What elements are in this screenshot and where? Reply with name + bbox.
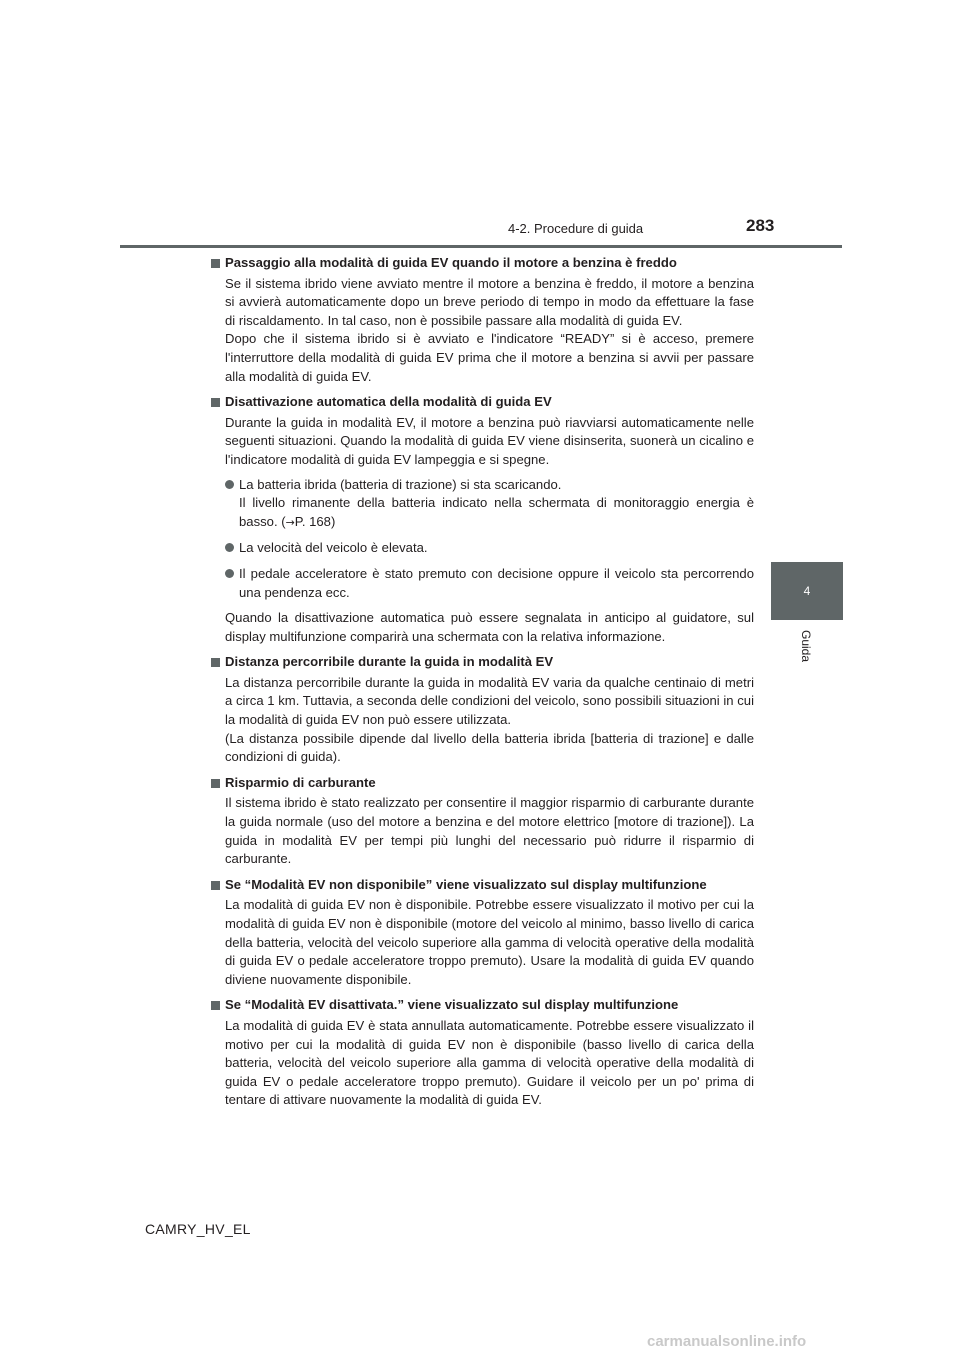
paragraph: Dopo che il sistema ibrido si è avviato e l'indicatore “READY” si è acceso, premere l'interruttore della modalità di guida EV prima che il motore a benzina si avvii per passare alla modalità di guida EV. <box>225 331 754 384</box>
circle-bullet-icon <box>225 569 234 578</box>
paragraph: La distanza percorribile durante la guida in modalità EV varia da qualche centinaio di metri a circa 1 km. Tuttavia, a seconda delle condizioni del veicolo, sono possibili situazioni in cui la modalità di guida EV non può essere utilizzata. <box>225 674 754 728</box>
paragraph: (La distanza possibile dipende dal livello della batteria ibrida [batteria di trazione] e dalle condizioni di guida). <box>225 730 754 765</box>
watermark: carmanualsonline.info <box>647 1333 807 1350</box>
paragraph: La modalità di guida EV è stata annullata automaticamente. Potrebbe essere visualizzato il motivo per cui la modalità di guida EV non è disponibile (basso livello di carica della batteria, velocità del veicolo superiore alla gamma di velocità operative della modalità di guida EV o pedale acceleratore troppo premuto). Guidare il veicolo per un po' prima di tentare di attivare nuovamente la modalità di guida EV. <box>225 1017 754 1108</box>
section-ev-distance <box>210 653 754 767</box>
bullet-list <box>210 476 754 603</box>
section-ev-deactivated <box>210 996 754 1110</box>
square-bullet-icon <box>211 259 220 268</box>
paragraph: Durante la guida in modalità EV, il motore a benzina può riavviarsi automaticamente nelle seguenti situazioni. Quando la modalità di guida EV viene disinserita, suonerà un cicalino e l'indicatore modalità di guida EV lampeggia e si spegne. <box>225 414 754 467</box>
section-ev-auto-off <box>210 393 754 646</box>
header-section-title: 4-2. Procedure di guida <box>508 221 644 236</box>
arrow-right-icon: → <box>285 515 295 529</box>
square-bullet-icon <box>211 881 220 890</box>
circle-bullet-icon <box>225 480 234 489</box>
section-title: Disattivazione automatica della modalità di guida EV <box>210 393 754 412</box>
section-title: Se “Modalità EV non disponibile” viene visualizzato sul display multifunzione <box>210 876 754 895</box>
section-ev-unavailable <box>210 876 754 990</box>
document-code: CAMRY_HV_EL <box>145 1221 251 1237</box>
circle-bullet-icon <box>225 543 234 552</box>
square-bullet-icon <box>211 1001 220 1010</box>
chapter-title: Guida <box>799 630 813 663</box>
section-title: Passaggio alla modalità di guida EV quando il motore a benzina è freddo <box>210 254 754 273</box>
page-reference-link[interactable]: P. 168) <box>294 513 336 529</box>
section-title: Risparmio di carburante <box>210 774 754 793</box>
section-fuel-saving <box>210 774 754 869</box>
header-divider <box>120 245 842 248</box>
list-item: La batteria ibrida (batteria di trazione) si sta scaricando. Il livello rimanente della batteria indicato nella schermata di monitoraggio energia è basso. (→P. 168) <box>225 476 754 533</box>
section-title: Se “Modalità EV disattivata.” viene visualizzato sul display multifunzione <box>210 996 754 1015</box>
paragraph: Il sistema ibrido è stato realizzato per consentire il maggior risparmio di carburante durante la guida normale (uso del motore a benzina e del motore elettrico [motore di trazione]). La guida in modalità EV per tempi più lunghi del necessario può ridurre il risparmio di carburante. <box>225 795 754 867</box>
chapter-tab[interactable] <box>771 562 843 620</box>
section-title: Distanza percorribile durante la guida in modalità EV <box>210 653 754 672</box>
page-content <box>210 254 754 1117</box>
chapter-number: 4 <box>803 584 811 598</box>
section-ev-cold-engine <box>210 254 754 386</box>
list-item: Il pedale acceleratore è stato premuto con decisione oppure il veicolo sta percorrendo una pendenza ecc. <box>225 565 754 602</box>
square-bullet-icon <box>211 658 220 667</box>
paragraph: Quando la disattivazione automatica può essere segnalata in anticipo al guidatore, sul display multifunzione comparirà una schermata con la relativa informazione. <box>225 610 754 644</box>
square-bullet-icon <box>211 779 220 788</box>
page-number: 283 <box>746 216 775 235</box>
list-item: La velocità del veicolo è elevata. <box>225 539 754 558</box>
square-bullet-icon <box>211 398 220 407</box>
paragraph: La modalità di guida EV non è disponibile. Potrebbe essere visualizzato il motivo per cui la modalità di guida EV non è disponibile (motore del veicolo al minimo, basso livello di carica della batteria, velocità del veicolo superiore alla gamma di velocità operative della modalità di guida EV o pedale acceleratore troppo premuto). Usare la modalità di guida EV quando diviene nuovamente disponibile. <box>225 897 754 987</box>
paragraph: Se il sistema ibrido viene avviato mentre il motore a benzina è freddo, il motore a benzina si avvierà automaticamente dopo un breve periodo di tempo in modo da effettuare la fase di riscaldamento. In tal caso, non è possibile passare alla modalità di guida EV. <box>225 275 754 328</box>
